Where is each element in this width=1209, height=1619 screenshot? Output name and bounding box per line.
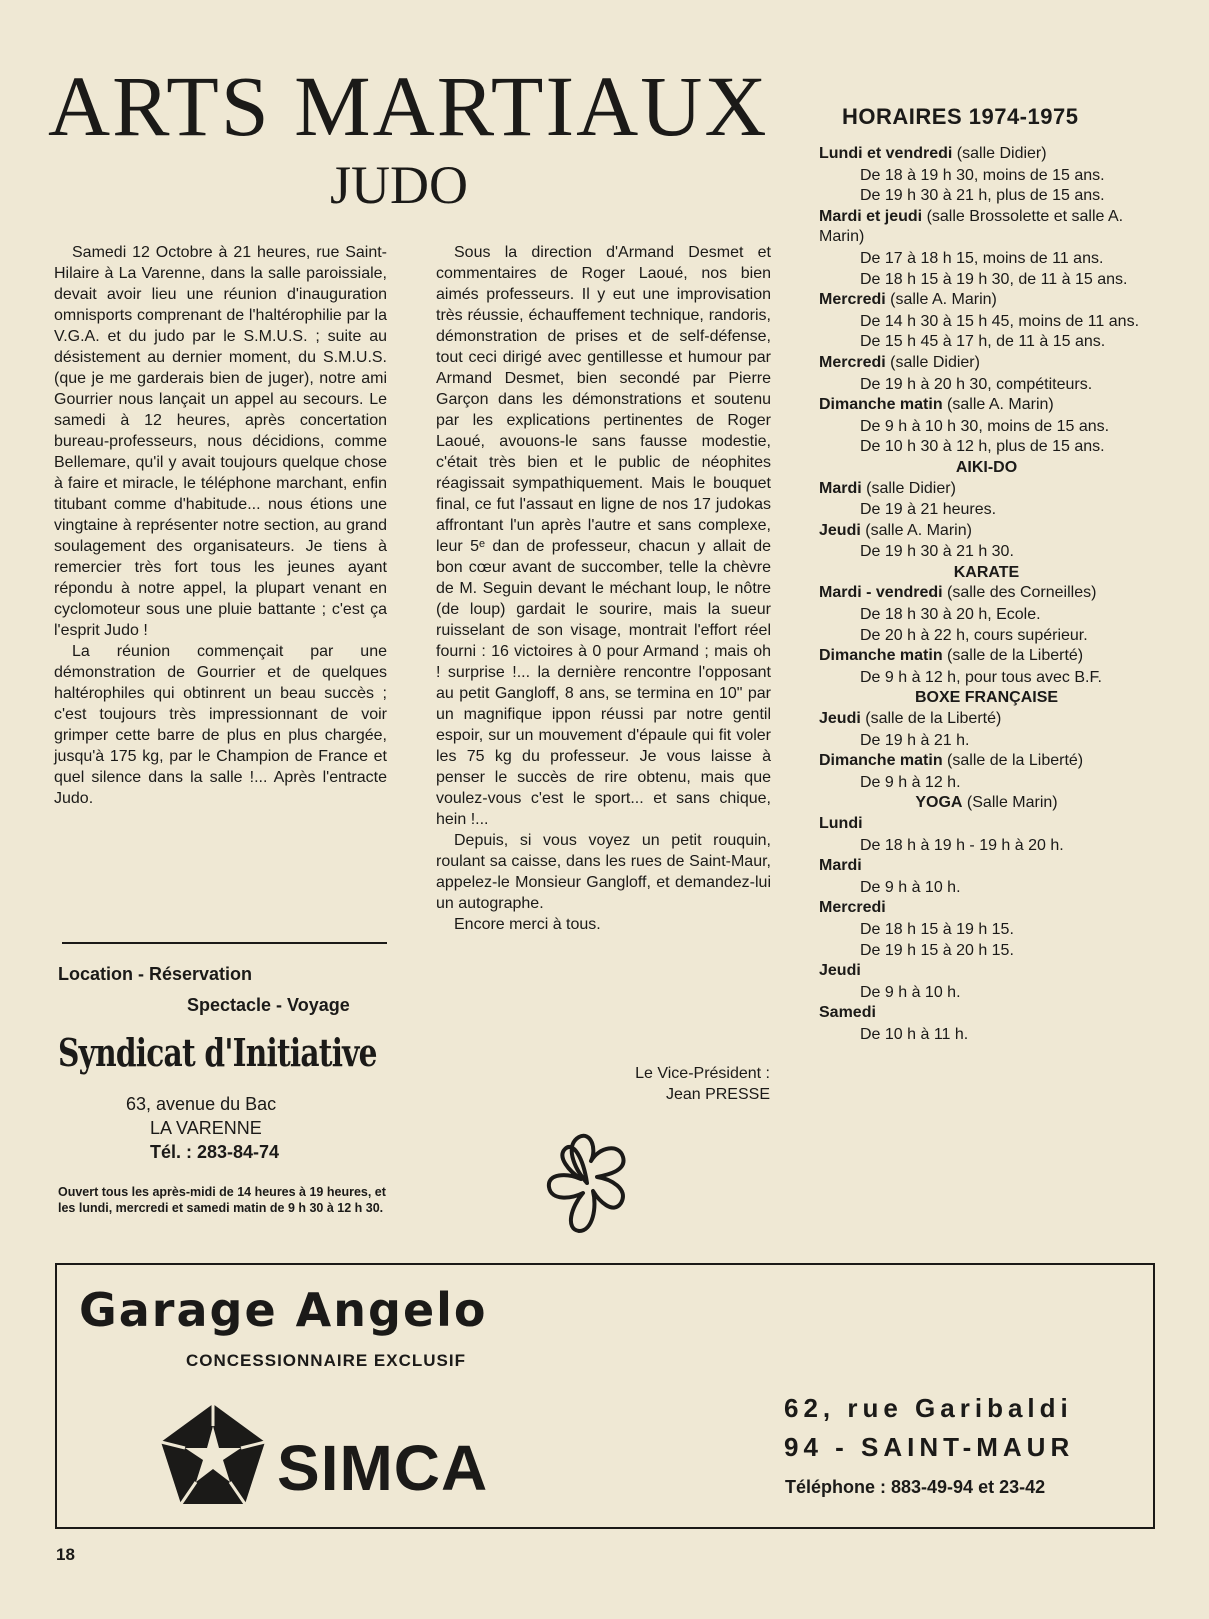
schedule-title: HORAIRES 1974-1975 xyxy=(842,104,1079,129)
simca-star-logo-icon xyxy=(157,1400,269,1512)
garage-street: 62, rue Garibaldi xyxy=(784,1393,1073,1423)
schedule-section-title xyxy=(819,563,1154,584)
syndicat-phone: Tél. : 283-84-74 xyxy=(150,1142,280,1162)
simca-brand: SIMCA xyxy=(277,1432,489,1504)
schedule-section-title xyxy=(819,458,1154,479)
schedule-day: Jeudi xyxy=(819,521,861,539)
schedule-time-slot: De 18 h 15 à 19 h 30, de 11 à 15 ans. xyxy=(860,270,1128,288)
syndicat-line-1: Location - Réservation xyxy=(58,964,253,984)
schedule-time-slot: De 10 h à 11 h. xyxy=(860,1025,969,1043)
schedule-venue: (salle A. Marin) xyxy=(885,291,997,309)
schedule-section-title xyxy=(819,688,1154,709)
schedule-day-heading xyxy=(819,898,1154,919)
schedule-time-slot: De 19 h à 20 h 30, compétiteurs. xyxy=(860,375,1093,393)
schedule-time-slot: De 15 h 45 à 17 h, de 11 à 15 ans. xyxy=(860,333,1106,351)
article-paragraph: Depuis, si vous voyez un petit rouquin, roulant sa caisse, dans les rues de Saint-Maur, appelez-le Monsieur Gangloff, et demandez-lui un autographe. xyxy=(436,832,771,912)
schedule-time-slot: De 19 h à 21 h. xyxy=(860,731,970,749)
syndicat-town: LA VARENNE xyxy=(150,1118,262,1138)
schedule-day-heading xyxy=(819,814,1154,835)
flower-ornament-icon xyxy=(543,1127,631,1241)
separator-line xyxy=(62,942,387,944)
schedule-day-heading xyxy=(819,961,1154,982)
schedule-day: Mardi xyxy=(819,857,862,875)
schedule-time-slot: De 14 h 30 à 15 h 45, moins de 11 ans. xyxy=(860,312,1140,330)
schedule-time-slot: De 9 h à 12 h. xyxy=(860,773,961,791)
schedule-venue: (salle de la Liberté) xyxy=(942,647,1084,665)
schedule-day-heading xyxy=(819,709,1154,730)
schedule-day: Lundi et vendredi xyxy=(819,145,953,162)
schedule-day-heading xyxy=(819,290,1154,311)
schedule-time-slot: De 18 h 30 à 20 h, Ecole. xyxy=(860,606,1041,624)
schedule-section-name: KARATE xyxy=(953,563,1020,581)
schedule-time-slot: De 10 h 30 à 12 h, plus de 15 ans. xyxy=(860,438,1105,456)
schedule-venue: (salle Didier) xyxy=(885,353,980,371)
garage-advertisement xyxy=(55,1263,1155,1529)
schedule-time-slot: De 9 h à 10 h. xyxy=(860,983,961,1001)
syndicat-opening-hours: Ouvert tous les après-midi de 14 heures à 19 heures, et les lundi, mercredi et samedi matin de 9 h 30 à 12 h 30. xyxy=(58,1185,386,1215)
schedule-time-slot: De 9 h à 10 h. xyxy=(860,878,961,896)
schedule-day: Mercredi xyxy=(819,353,886,371)
garage-phone: Téléphone : 883-49-94 et 23-42 xyxy=(785,1477,1046,1497)
schedule-day-heading xyxy=(819,583,1154,604)
syndicat-line-2: Spectacle - Voyage xyxy=(187,995,350,1015)
schedule-day-heading xyxy=(819,353,1154,374)
article-column-2 xyxy=(436,242,771,935)
schedule-venue: (salle Brossolette et salle A. Marin) xyxy=(819,207,1124,246)
schedule-venue: (salle Didier) xyxy=(861,479,956,497)
schedule-time-slot: De 19 h 30 à 21 h, plus de 15 ans. xyxy=(860,187,1105,205)
schedule-day: Mercredi xyxy=(819,291,886,309)
schedule-time-slot: De 17 à 18 h 15, moins de 11 ans. xyxy=(860,249,1104,267)
schedule-day: Mardi - vendredi xyxy=(819,584,943,602)
schedule-section-name: YOGA xyxy=(915,794,963,812)
schedule-time-slot: De 9 h à 12 h, pour tous avec B.F. xyxy=(860,668,1102,686)
signature-name: Jean PRESSE xyxy=(665,1086,770,1103)
schedule-time-slot: De 19 h 15 à 20 h 15. xyxy=(860,941,1014,959)
schedule-day: Samedi xyxy=(819,1004,876,1022)
article-paragraph: Sous la direction d'Armand Desmet et commentaires de Roger Laoué, nos bien aimés professeurs. Il y eut une improvisation très réussie, échauffement technique, randoris, démonstration de prises et de self-défense, tout ceci dirigé avec gentillesse et humour par Armand Desmet, bien secondé par Pierre Garçon dans les démonstrations et soutenu par les explications pertinentes de Roger Laoué, avouons-le sans fausse modestie, c'était très bien et le public de néophites réagissait sympathiquement. Mais le bouquet final, ce fut l'assaut en ligne de nos 17 judokas affrontant l'un après l'autre et sans complexe, leur 5ᵉ dan de professeur, chacun y allait de bon cœur avant de succomber, telle la chèvre de M. Seguin devant le méchant loup, le nôtre (de loup) gardait le sourire, mais la sueur ruisselant de son visage, montrait l'effort réel fourni : 16 victoires à 0 pour Armand ; mais oh ! surprise !... la dernière rencontre l'opposant au petit Gangloff, 8 ans, se termina en 10" par un magnifique ippon réussi par notre gentil espoir, sur un mouvement d'épaule qui fit voler les 75 kg du professeur. Je vous laisse à penser le succès de rire obtenu, mais que voulez-vous c'est le sport... et sans chique, hein !... xyxy=(436,244,771,828)
schedule-day: Lundi xyxy=(819,815,863,832)
garage-tagline: CONCESSIONNAIRE EXCLUSIF xyxy=(186,1351,466,1370)
schedule-day: Jeudi xyxy=(819,710,861,728)
schedule-day-heading xyxy=(819,144,1154,165)
schedule-section-name: BOXE FRANÇAISE xyxy=(914,689,1059,707)
schedule-day-heading xyxy=(819,751,1154,772)
schedule-day: Jeudi xyxy=(819,962,861,980)
garage-city: 94 - SAINT-MAUR xyxy=(784,1432,1075,1462)
schedule-list xyxy=(819,144,1154,1046)
article-paragraph: La réunion commençait par une démonstration de Gourrier et de quelques haltérophiles qui obtinrent un beau succès ; c'est toujours très impressionnant de voir grimper cette barre de plus en plus chargée, jusqu'à 175 kg, par le Champion de France et quel silence dans la salle !... Après l'entracte Judo. xyxy=(54,643,387,807)
schedule-day: Mardi et jeudi xyxy=(819,207,923,225)
schedule-venue: (salle A. Marin) xyxy=(860,521,972,539)
schedule-time-slot: De 9 h à 10 h 30, moins de 15 ans. xyxy=(860,417,1110,435)
syndicat-address: 63, avenue du Bac xyxy=(126,1094,277,1114)
schedule-time-slot: De 18 h 15 à 19 h 15. xyxy=(860,920,1014,938)
schedule-venue: (salle de la Liberté) xyxy=(942,752,1084,770)
schedule-day: Dimanche matin xyxy=(819,396,943,414)
schedule-day-heading xyxy=(819,479,1154,500)
schedule-day-heading xyxy=(819,1003,1154,1024)
garage-name: Garage Angelo xyxy=(79,1283,488,1337)
schedule-day-heading xyxy=(819,646,1154,667)
schedule-venue: (Salle Marin) xyxy=(962,794,1058,812)
schedule-day: Dimanche matin xyxy=(819,647,943,665)
article-paragraph: Encore merci à tous. xyxy=(454,916,601,933)
article-title: ARTS MARTIAUX xyxy=(48,58,769,154)
schedule-section-title xyxy=(819,793,1154,814)
syndicat-name: Syndicat d'Initiative xyxy=(58,1030,377,1075)
schedule-venue: (salle Didier) xyxy=(952,145,1047,162)
schedule-time-slot: De 19 à 21 heures. xyxy=(860,501,997,519)
signature xyxy=(530,1063,770,1105)
article-subtitle: JUDO xyxy=(330,155,469,215)
schedule-day: Mercredi xyxy=(819,899,886,917)
schedule-venue: (salle A. Marin) xyxy=(942,396,1054,414)
schedule-day-heading xyxy=(819,521,1154,542)
schedule-day-heading xyxy=(819,207,1154,248)
schedule-time-slot: De 18 h à 19 h - 19 h à 20 h. xyxy=(860,836,1064,854)
article-paragraph: Samedi 12 Octobre à 21 heures, rue Saint-Hilaire à La Varenne, dans la salle paroissiale, devait avoir lieu une réunion d'inauguration omnisports comprenant de l'haltérophilie par la V.G.A. et du judo par le S.M.U.S. ; suite au désistement au dernier moment, du S.M.U.S. (que je me garderais bien de juger), notre ami Gourrier nous lançait un appel au secours. Le samedi à 12 heures, après concertation bureau-professeurs, nous décidions, comme Bellemare, qu'il y avait toujours quelque chose à faire et miracle, le téléphone marchant, enfin titubant comme d'habitude... nous étions une vingtaine à représenter notre section, au grand soulagement des organisateurs. Je tiens à remercier très fort tous les jeunes ayant répondu à notre appel, la plupart venant en cyclomoteur sous une pluie battante ; c'est ça l'esprit Judo ! xyxy=(54,244,387,639)
schedule-venue: (salle de la Liberté) xyxy=(860,710,1002,728)
article-column-1 xyxy=(54,242,387,809)
signature-title: Le Vice-Président : xyxy=(635,1065,770,1082)
page-number: 18 xyxy=(56,1545,75,1564)
schedule-venue: (salle des Corneilles) xyxy=(942,584,1097,602)
schedule-day-heading xyxy=(819,856,1154,877)
schedule-day: Mardi xyxy=(819,479,862,497)
schedule-day-heading xyxy=(819,395,1154,416)
schedule-section-name: AIKI-DO xyxy=(955,458,1018,476)
schedule-time-slot: De 20 h à 22 h, cours supérieur. xyxy=(860,626,1088,644)
schedule-day: Dimanche matin xyxy=(819,752,943,770)
schedule-time-slot: De 18 à 19 h 30, moins de 15 ans. xyxy=(860,166,1105,184)
schedule-time-slot: De 19 h 30 à 21 h 30. xyxy=(860,543,1014,561)
